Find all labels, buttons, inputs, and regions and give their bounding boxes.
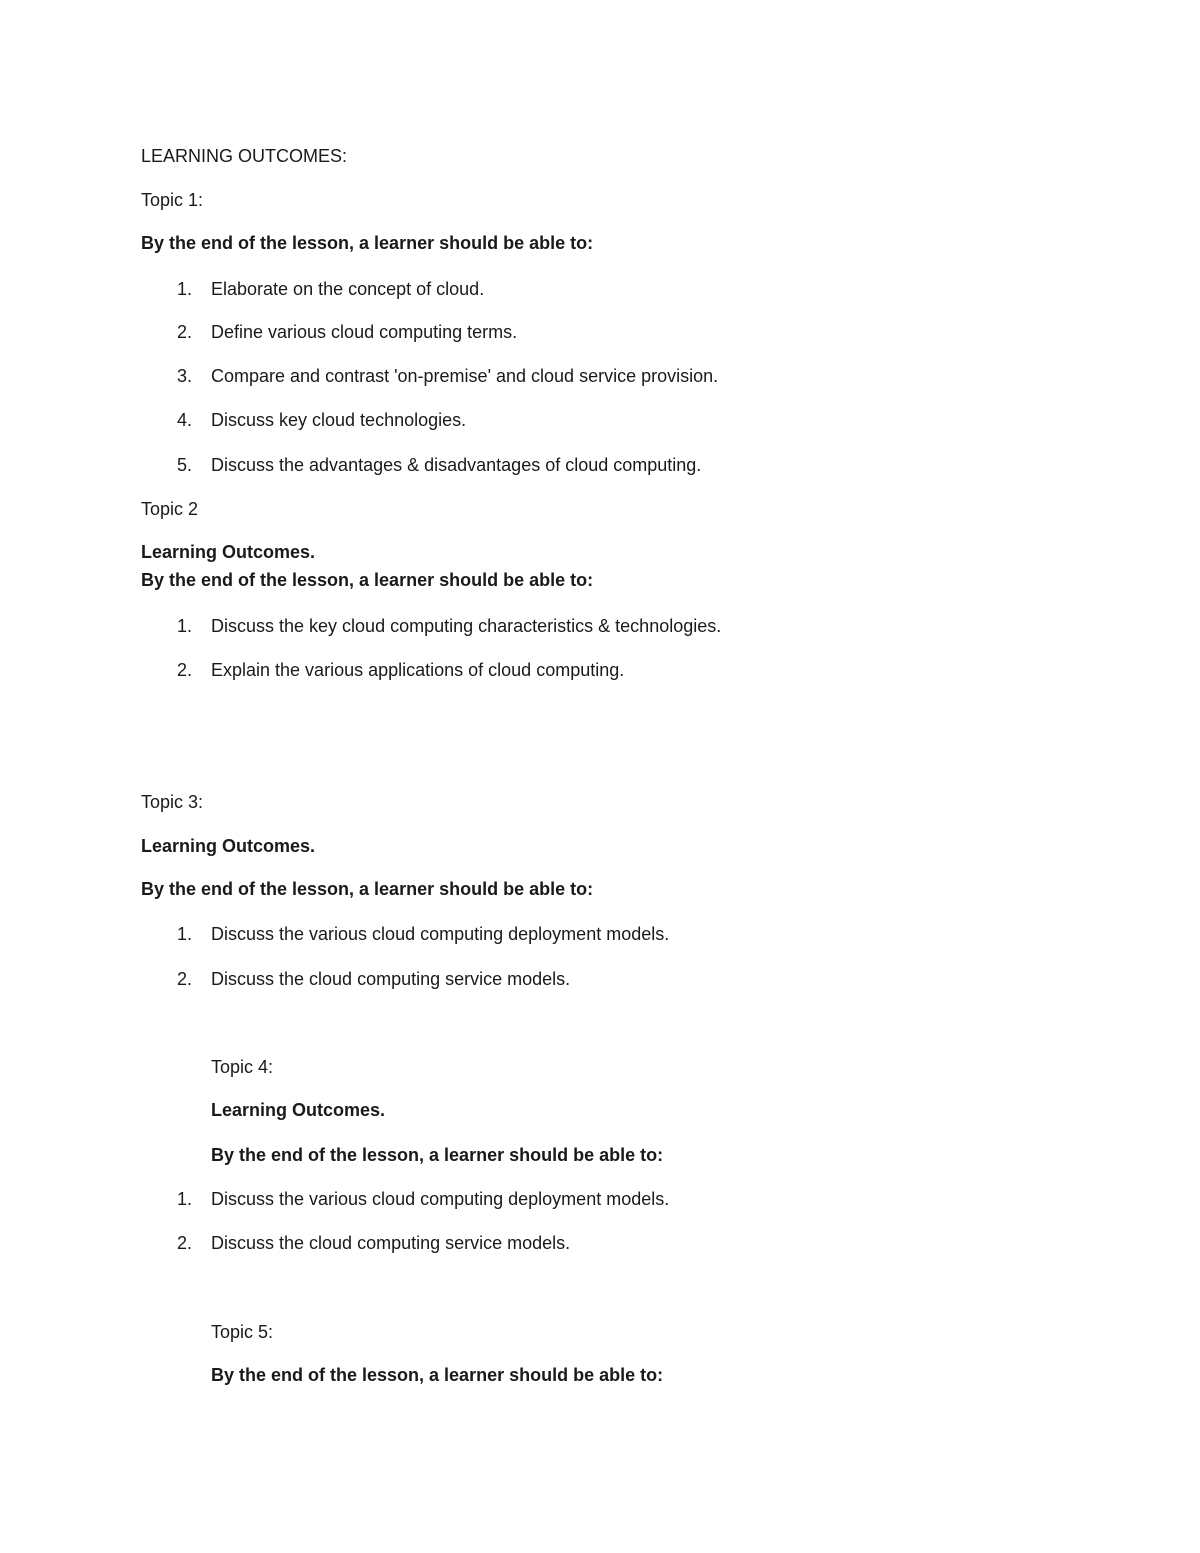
list-item-number: 2. xyxy=(176,1233,192,1253)
document-heading: LEARNING OUTCOMES: xyxy=(141,146,348,166)
list-item: Explain the various applications of cloud computing. xyxy=(211,660,625,680)
topic1-title: Topic 1: xyxy=(141,190,204,210)
list-item: Discuss the cloud computing service models. xyxy=(211,1233,571,1253)
list-item: Elaborate on the concept of cloud. xyxy=(211,279,485,299)
topic2-intro: By the end of the lesson, a learner should be able to: xyxy=(141,570,594,590)
topic3-intro: By the end of the lesson, a learner should be able to: xyxy=(141,879,594,899)
topic5-title: Topic 5: xyxy=(211,1322,274,1342)
list-item-number: 1. xyxy=(176,279,192,299)
topic4-title: Topic 4: xyxy=(211,1057,274,1077)
list-item: Discuss the advantages & disadvantages of cloud computing. xyxy=(211,455,702,475)
topic3-title: Topic 3: xyxy=(141,792,204,812)
list-item: Compare and contrast 'on-premise' and cloud service provision. xyxy=(211,366,719,386)
list-item: Discuss the various cloud computing deployment models. xyxy=(211,924,670,944)
list-item: Discuss the cloud computing service models. xyxy=(211,969,571,989)
list-item-number: 1. xyxy=(176,1189,192,1209)
list-item-number: 1. xyxy=(176,924,192,944)
list-item-number: 4. xyxy=(176,410,192,430)
topic5-intro: By the end of the lesson, a learner should be able to: xyxy=(211,1365,664,1385)
topic2-title: Topic 2 xyxy=(141,499,199,519)
topic1-intro: By the end of the lesson, a learner should be able to: xyxy=(141,233,594,253)
list-item-number: 3. xyxy=(176,366,192,386)
list-item: Discuss the various cloud computing deployment models. xyxy=(211,1189,670,1209)
topic4-intro: By the end of the lesson, a learner should be able to: xyxy=(211,1145,664,1165)
topic4-outcomes-label: Learning Outcomes. xyxy=(211,1100,386,1120)
topic2-outcomes-label: Learning Outcomes. xyxy=(141,542,316,562)
list-item-number: 2. xyxy=(176,660,192,680)
list-item-number: 1. xyxy=(176,616,192,636)
list-item: Discuss the key cloud computing characteristics & technologies. xyxy=(211,616,722,636)
list-item: Discuss key cloud technologies. xyxy=(211,410,467,430)
topic3-outcomes-label: Learning Outcomes. xyxy=(141,836,316,856)
list-item-number: 2. xyxy=(176,969,192,989)
list-item: Define various cloud computing terms. xyxy=(211,322,518,342)
list-item-number: 5. xyxy=(176,455,192,475)
list-item-number: 2. xyxy=(176,322,192,342)
